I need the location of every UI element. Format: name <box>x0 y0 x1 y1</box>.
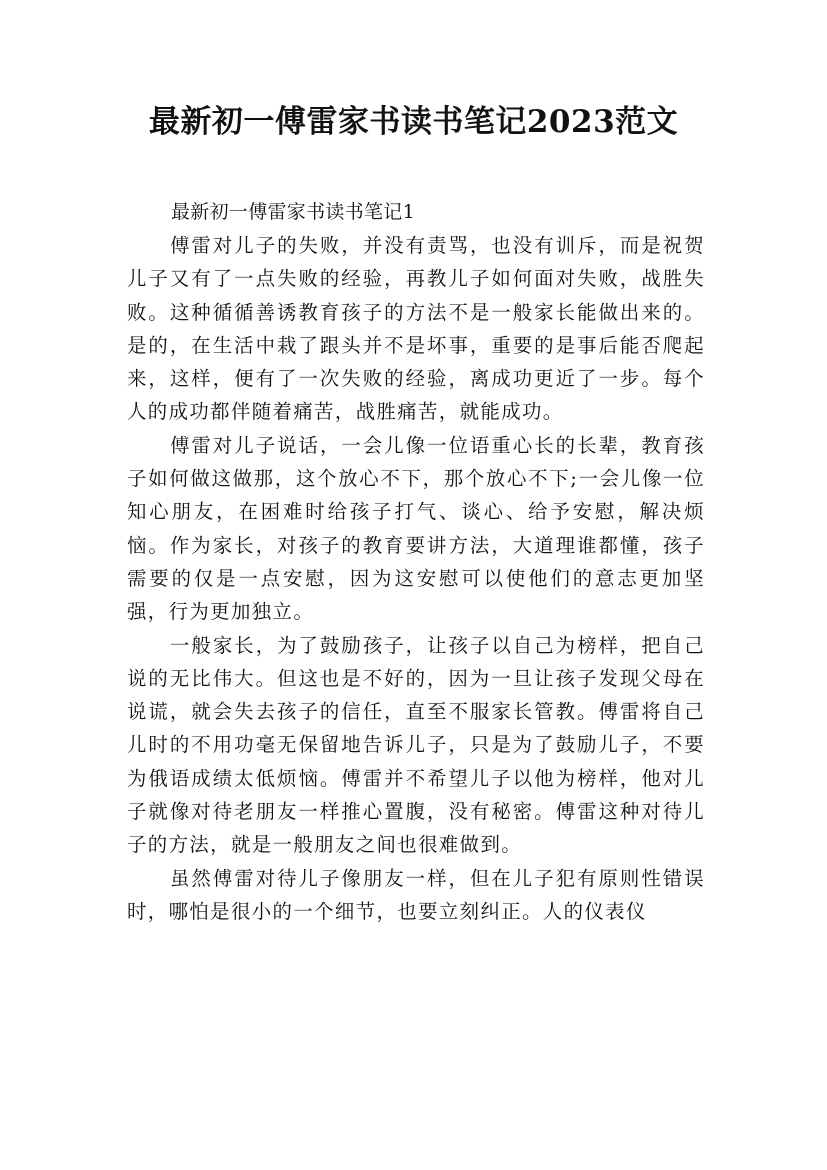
document-title: 最新初一傅雷家书读书笔记2023范文 <box>148 104 679 140</box>
paragraph: 一般家长，为了鼓励孩子，让孩子以自己为榜样，把自己说的无比伟大。但这也是不好的，因为一旦让孩子发现父母在说谎，就会失去孩子的信任，直至不服家长管教。傅雷将自己儿时的不用功毫无保留地告诉儿子，只是为了鼓励儿子，不要为俄语成绩太低烦恼。傅雷并不希望儿子以他为榜样，他对儿子就像对待老朋友一样推心置腹，没有秘密。傅雷这种对待儿子的方法，就是一般朋友之间也很难做到。 <box>127 633 705 857</box>
document-body <box>127 196 705 928</box>
paragraph: 虽然傅雷对待儿子像朋友一样，但在儿子犯有原则性错误时，哪怕是很小的一个细节，也要立刻纠正。人的仪表仪 <box>127 866 705 923</box>
section-heading: 最新初一傅雷家书读书笔记1 <box>171 201 415 223</box>
paragraph: 傅雷对儿子说话，一会儿像一位语重心长的长辈，教育孩子如何做这做那，这个放心不下，那个放心不下;一会儿像一位知心朋友，在困难时给孩子打气、谈心、给予安慰，解决烦恼。作为家长，对孩子的教育要讲方法，大道理谁都懂，孩子需要的仅是一点安慰，因为这安慰可以使他们的意志更加坚强，行为更加独立。 <box>127 433 705 624</box>
paragraph: 傅雷对儿子的失败，并没有责骂，也没有训斥，而是祝贺儿子又有了一点失败的经验，再教儿子如何面对失败，战胜失败。这种循循善诱教育孩子的方法不是一般家长能做出来的。是的，在生活中栽了跟头并不是坏事，重要的是事后能否爬起来，这样，便有了一次失败的经验，离成功更近了一步。每个人的成功都伴随着痛苦，战胜痛苦，就能成功。 <box>127 234 705 424</box>
